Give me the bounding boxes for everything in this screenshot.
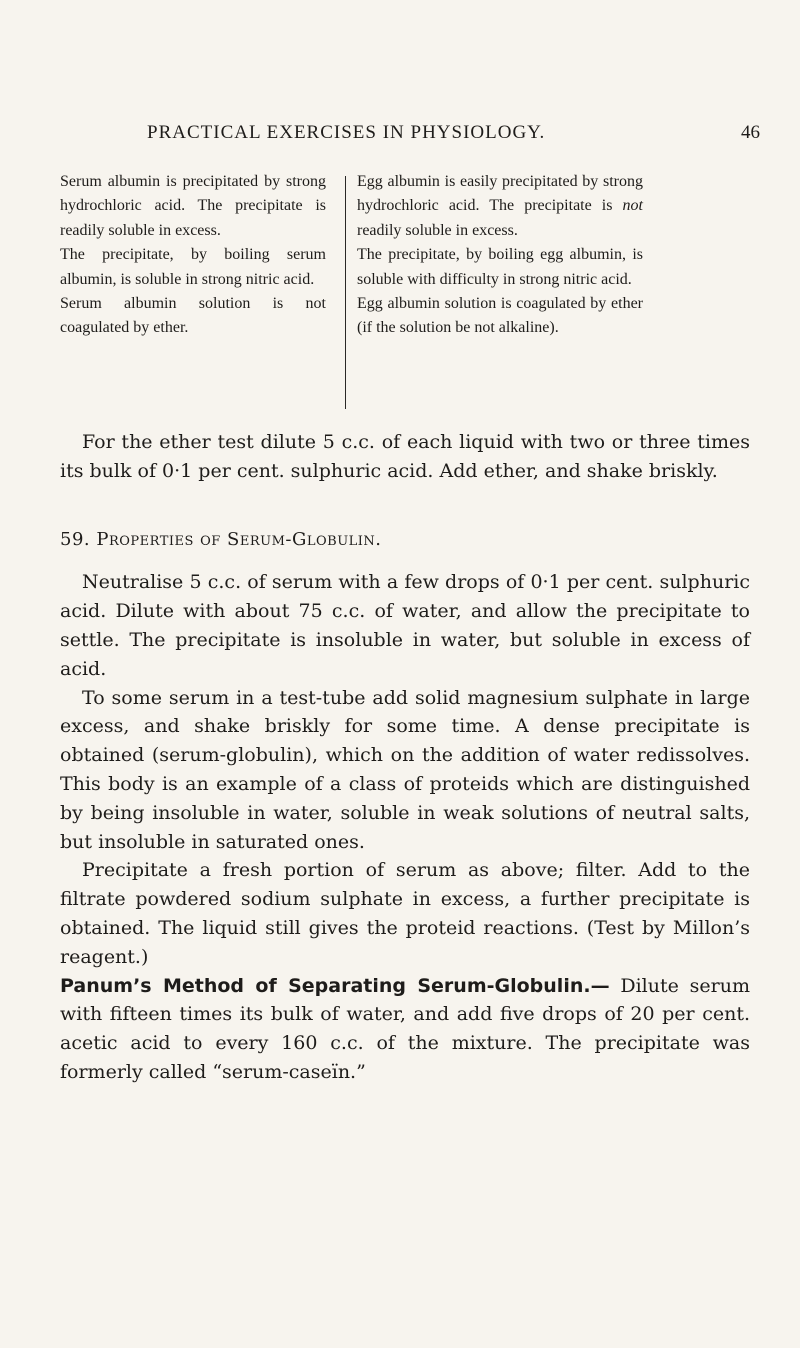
albumin-comparison <box>60 170 760 410</box>
column-divider <box>345 176 346 409</box>
panum-method-paragraph <box>60 972 750 1087</box>
section-heading: 59. Properties of Serum-Globulin. <box>60 528 382 550</box>
egg-albumin-ether: Egg albumin solution is coagulated by ether (if the solution be not alkaline). <box>357 295 643 337</box>
ether-test-paragraph: For the ether test dilute 5 c.c. of each liquid with two or three times its bulk of 0·1 per cent. sulphuric acid. Add ether, and shake briskly. <box>60 431 750 482</box>
serum-albumin-ether: Serum albumin solution is not coagulated by ether. <box>60 295 326 337</box>
egg-albumin-nitric: The precipitate, by boiling egg albumin, is soluble with difficulty in strong nitric acid. <box>357 246 643 288</box>
running-title: PRACTICAL EXERCISES IN PHYSIOLOGY. <box>147 122 546 143</box>
serum-albumin-column <box>60 170 326 341</box>
egg-albumin-hcl-b: readily soluble in excess. <box>357 221 518 239</box>
running-head <box>60 122 760 146</box>
panum-heading: Panum’s Method of Separating Serum-Globulin.— <box>60 974 610 997</box>
egg-albumin-hcl-a: Egg albumin is easily precipitated by strong hydrochloric acid. The precipitate is <box>357 173 643 215</box>
egg-albumin-hcl <box>357 170 643 243</box>
serum-albumin-hcl: Serum albumin is precipitated by strong hydrochloric acid. The precipitate is readily soluble in excess. <box>60 173 326 239</box>
egg-albumin-column <box>357 170 643 341</box>
serum-albumin-nitric: The precipitate, by boiling serum albumin, is soluble in strong nitric acid. <box>60 246 326 288</box>
emphasis-not: not <box>622 197 643 215</box>
panum-text: Dilute serum with fifteen times its bulk of water, and add five drops of 20 per cent. acetic acid to every 160 c.c. of the mixture. The precipitate was formerly called “serum-caseïn.” <box>60 974 751 1083</box>
sodium-sulphate-paragraph: Precipitate a fresh portion of serum as above; filter. Add to the filtrate powdered sodium sulphate in excess, a further precipitate is obtained. The liquid still gives the proteid reactions. (Test by Millon’s reagent.) <box>60 859 750 968</box>
main-text <box>60 428 750 1087</box>
neutralise-paragraph: Neutralise 5 c.c. of serum with a few drops of 0·1 per cent. sulphuric acid. Dilute with about 75 c.c. of water, and allow the precipitate to settle. The precipitate is insoluble in water, but soluble in excess of acid. <box>60 571 750 680</box>
page-number: 46 <box>741 122 760 143</box>
magnesium-sulphate-paragraph: To some serum in a test-tube add solid magnesium sulphate in large excess, and shake briskly for some time. A dense precipitate is obtained (serum-globulin), which on the addition of water redissolves. This body is an example of a class of proteids which are distinguished by being insoluble in water, soluble in weak solutions of neutral salts, but insoluble in saturated ones. <box>60 686 750 853</box>
